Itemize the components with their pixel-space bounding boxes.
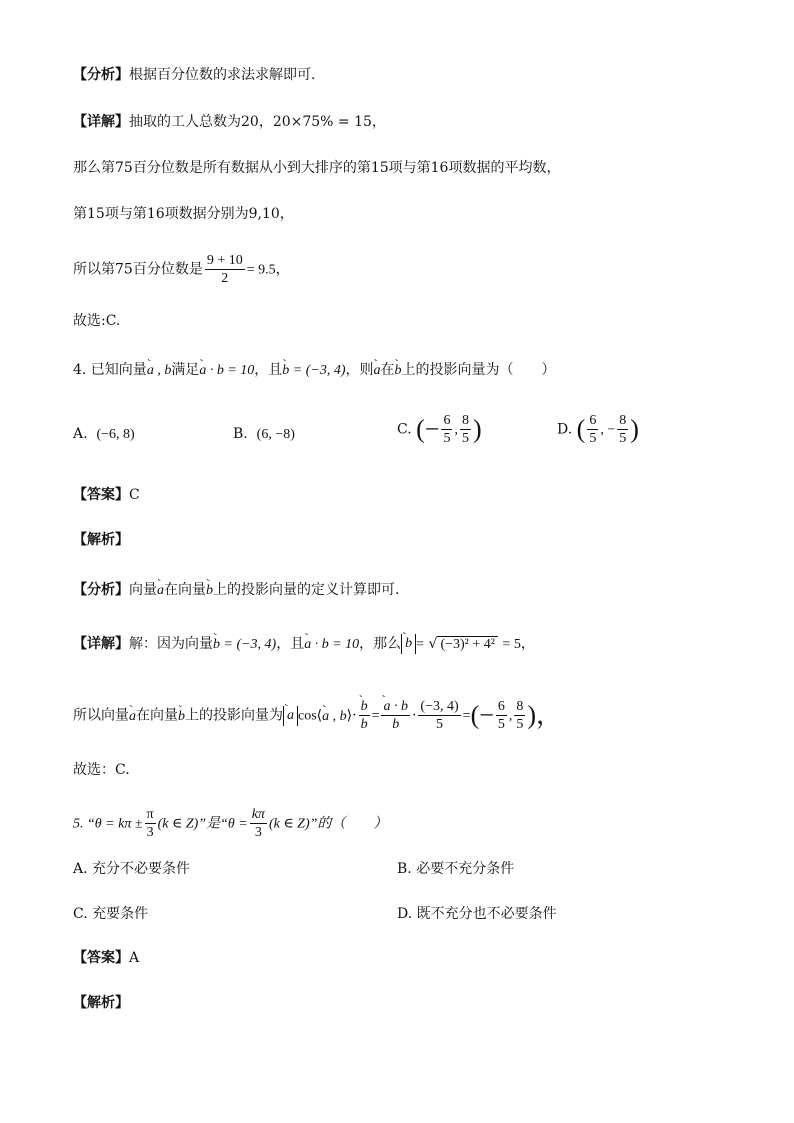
detail-q3-line4: 所以第75百分位数是 $\frac{9 + 10}{2}$ = 9.5， xyxy=(73,253,290,286)
option-c: C. 充要条件 xyxy=(73,906,149,922)
detail-q3: 【详解】抽取的工人总数为20，20×75% = 15， xyxy=(73,114,386,130)
question-5-stem: 5. “θ = kπ ± $\frac{\pi}{3}$ (k ∈ Z)”是“θ = $\frac{k\pi}{3}$ (k ∈ Z)”的（ ） xyxy=(73,807,388,840)
option-a: A. 充分不必要条件 xyxy=(73,861,191,877)
detail-q3-line3: 第15项与第16项数据分别为9,10， xyxy=(73,206,294,222)
solution-heading-q4: 【解析】 xyxy=(73,532,129,548)
answer-q4: 【答案】C xyxy=(73,487,140,503)
analysis-q3: 【分析】根据百分位数的求法求解即可. xyxy=(73,67,316,83)
fraction: $\frac{9 + 10}{2}$ xyxy=(206,253,243,286)
detail-q3-line2: 那么第75百分位数是所有数据从小到大排序的第15项与第16项数据的平均数， xyxy=(73,160,561,176)
answer-q5: 【答案】A xyxy=(73,950,140,966)
option-a: A. (−6, 8) xyxy=(73,426,135,442)
detail-q4-line2: 所以向量˞ a在向量˞ b上的投影向量为˞ a cos⟨˞ a , b⟩· ˞ $\frac{b}{b}$ = ˞ $\frac{a \cdot b}{b}$ · $\frac{(-3, 4)}{5}$ =(− $\frac{6}{5}$ , $\frac{8}{5}$ )， xyxy=(73,698,562,733)
option-b: B. (6, −8) xyxy=(233,426,295,442)
question-4-stem: 4. 已知向量˞ a , b满足˞ a · b = 10，且˞ b = (−3, 4)，则˞ a在˞ b上的投影向量为（ ） xyxy=(73,360,555,381)
choice-q4: 故选：C. xyxy=(73,762,130,778)
option-c: C. (− $\frac{6}{5}$ , $\frac{8}{5}$ ) xyxy=(397,413,482,446)
analysis-q4: 【分析】向量˞ a在向量˞ b上的投影向量的定义计算即可. xyxy=(73,580,399,601)
solution-heading-q5: 【解析】 xyxy=(73,995,129,1011)
option-d: D. ( $\frac{6}{5}$ , − $\frac{8}{5}$ ) xyxy=(557,413,639,446)
option-b: B. 必要不充分条件 xyxy=(397,861,515,877)
choice-q3: 故选:C. xyxy=(73,313,121,329)
detail-q4: 【详解】解：因为向量˞ b = (−3, 4)，且˞ a · b = 10，那么˞ b = √ (−3)² + 4² = 5， xyxy=(73,634,535,655)
option-d: D. 既不充分也不必要条件 xyxy=(397,906,557,922)
